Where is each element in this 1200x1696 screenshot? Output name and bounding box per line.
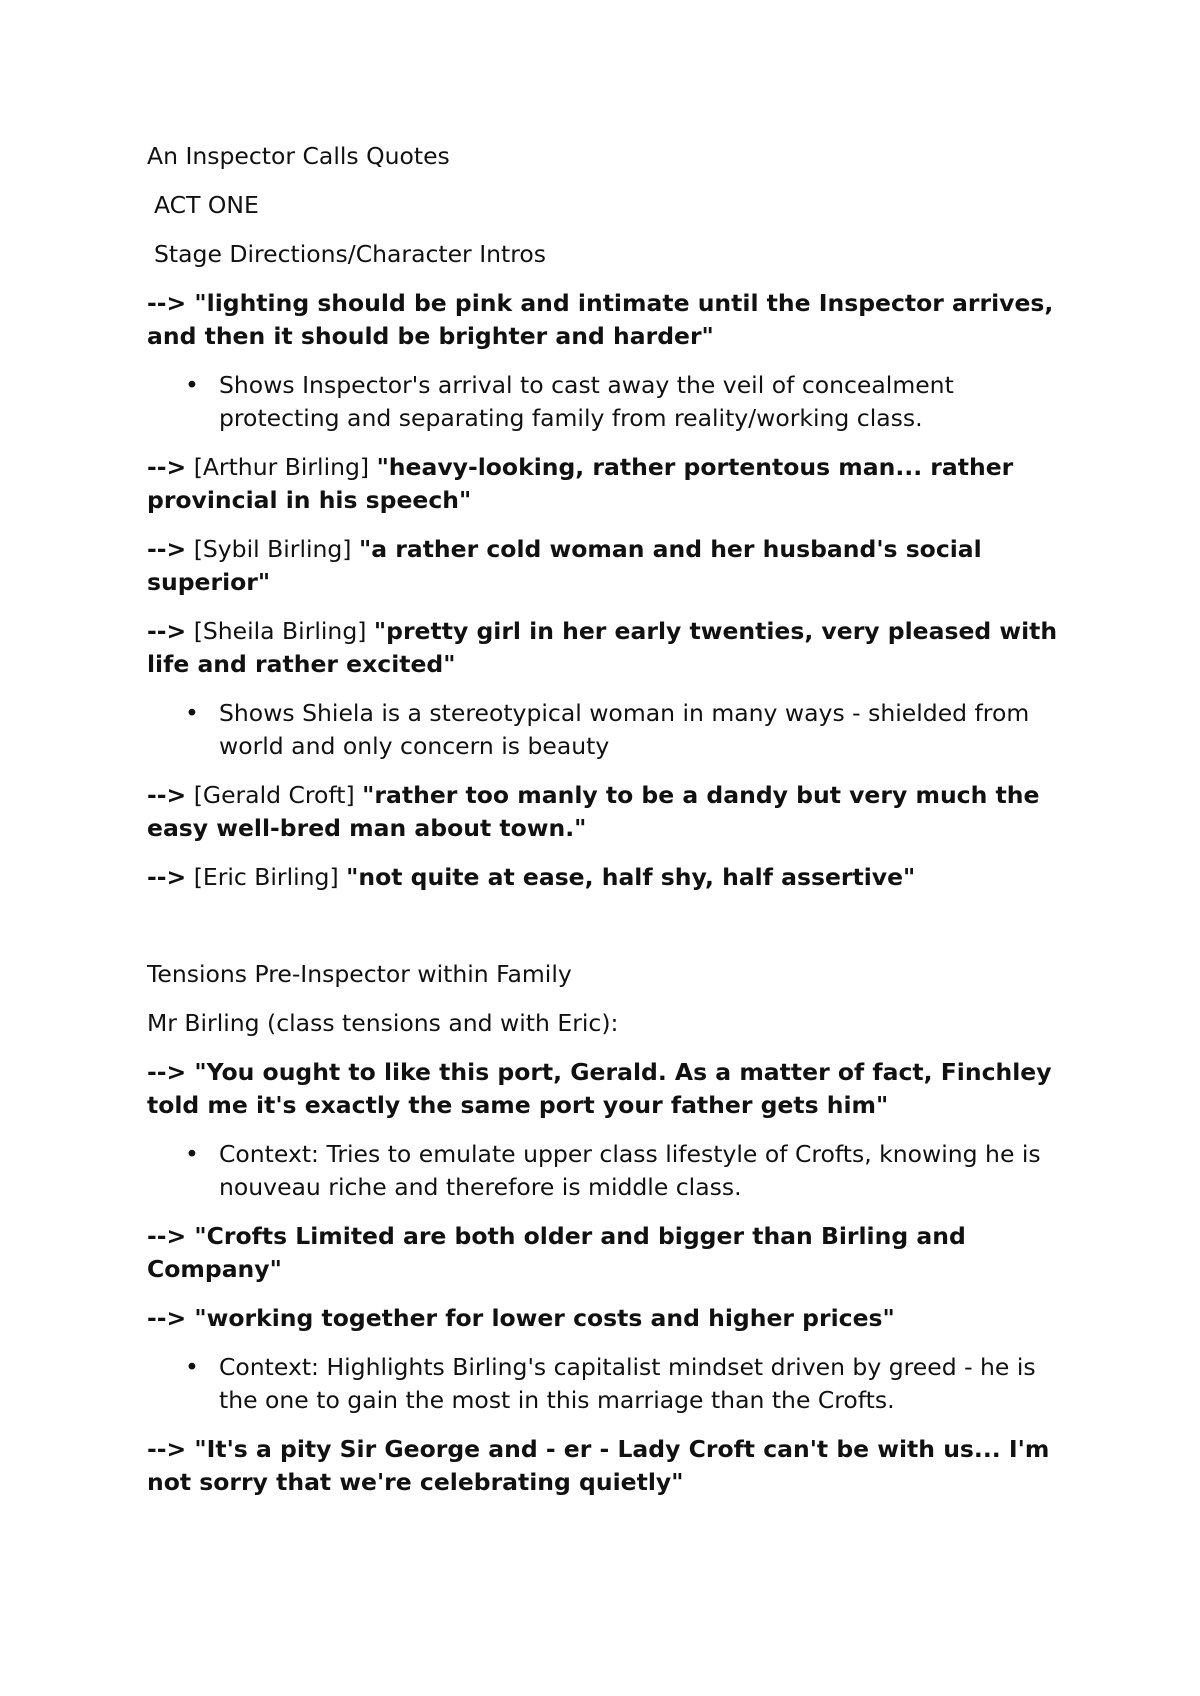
list-item — [147, 1351, 1077, 1417]
bullet-text: Context: Highlights Birling's capitalist mindset driven by greed - he is the one to gain the most in this marriage than the Crofts. — [219, 1353, 1036, 1414]
list-item — [147, 1138, 1077, 1204]
list-item — [147, 697, 1077, 763]
quote-crofts-limited — [147, 1220, 1077, 1286]
speaker-label: [Gerald Croft] — [193, 781, 355, 809]
quote-text: "working together for lower costs and higher prices" — [194, 1304, 895, 1332]
section-heading-tensions: Tensions Pre-Inspector within Family — [147, 960, 572, 988]
bullet-icon: • — [185, 699, 199, 727]
document-title: An Inspector Calls Quotes — [147, 142, 450, 170]
section-heading-stage-directions: Stage Directions/Character Intros — [154, 240, 546, 268]
quote-text: "lighting should be pink and intimate until the Inspector arrives, and then it should be brighter and harder" — [147, 289, 1054, 350]
arrow-marker: --> — [147, 863, 187, 891]
bullet-icon: • — [185, 371, 199, 399]
arrow-marker: --> — [147, 453, 187, 481]
quote-lower-costs — [147, 1302, 1077, 1335]
quote-eric — [147, 861, 1077, 894]
bullet-text: Shows Shiela is a stereotypical woman in many ways - shielded from world and only concern is beauty — [219, 699, 1030, 760]
speaker-label: [Arthur Birling] — [193, 453, 370, 481]
list-item — [147, 369, 1077, 435]
bullet-list — [147, 1351, 1077, 1417]
arrow-marker: --> — [147, 1222, 187, 1250]
arrow-marker: --> — [147, 1435, 187, 1463]
bullet-list — [147, 369, 1077, 435]
bullet-icon: • — [185, 1140, 199, 1168]
quote-sybil — [147, 533, 1077, 599]
speaker-label: [Eric Birling] — [193, 863, 339, 891]
quote-text: "heavy-looking, rather portentous man... rather provincial in his speech" — [147, 453, 1014, 514]
arrow-marker: --> — [147, 1058, 187, 1086]
bullet-text: Context: Tries to emulate upper class lifestyle of Crofts, knowing he is nouveau riche and therefore is middle class. — [219, 1140, 1041, 1201]
quote-text: "not quite at ease, half shy, half assertive" — [346, 863, 916, 891]
quote-text: "pretty girl in her early twenties, very pleased with life and rather excited" — [147, 617, 1058, 678]
bullet-list — [147, 1138, 1077, 1204]
bullet-text: Shows Inspector's arrival to cast away the veil of concealment protecting and separating family from reality/working class. — [219, 371, 954, 432]
quote-text: "rather too manly to be a dandy but very much the easy well-bred man about town." — [147, 781, 1040, 842]
arrow-marker: --> — [147, 289, 187, 317]
subheading-mr-birling: Mr Birling (class tensions and with Eric): — [147, 1009, 619, 1037]
act-heading: ACT ONE — [154, 191, 259, 219]
quote-text: "It's a pity Sir George and - er - Lady Croft can't be with us... I'm not sorry that we're celebrating quietly" — [147, 1435, 1050, 1496]
quote-arthur — [147, 451, 1077, 517]
quote-gerald — [147, 779, 1077, 845]
quote-sheila — [147, 615, 1077, 681]
bullet-list — [147, 697, 1077, 763]
arrow-marker: --> — [147, 1304, 187, 1332]
bullet-icon: • — [185, 1353, 199, 1381]
quote-text: "You ought to like this port, Gerald. As a matter of fact, Finchley told me it's exactly the same port your father gets him" — [147, 1058, 1052, 1119]
arrow-marker: --> — [147, 781, 187, 809]
quote-text: "Crofts Limited are both older and bigger than Birling and Company" — [147, 1222, 966, 1283]
quote-sir-george — [147, 1433, 1077, 1499]
quote-port — [147, 1056, 1077, 1122]
quote-lighting — [147, 287, 1077, 353]
quote-text: "a rather cold woman and her husband's social superior" — [147, 535, 982, 596]
speaker-label: [Sybil Birling] — [193, 535, 352, 563]
document-page — [147, 140, 1077, 1515]
speaker-label: [Sheila Birling] — [193, 617, 367, 645]
spacer — [147, 910, 1077, 958]
arrow-marker: --> — [147, 617, 187, 645]
arrow-marker: --> — [147, 535, 187, 563]
